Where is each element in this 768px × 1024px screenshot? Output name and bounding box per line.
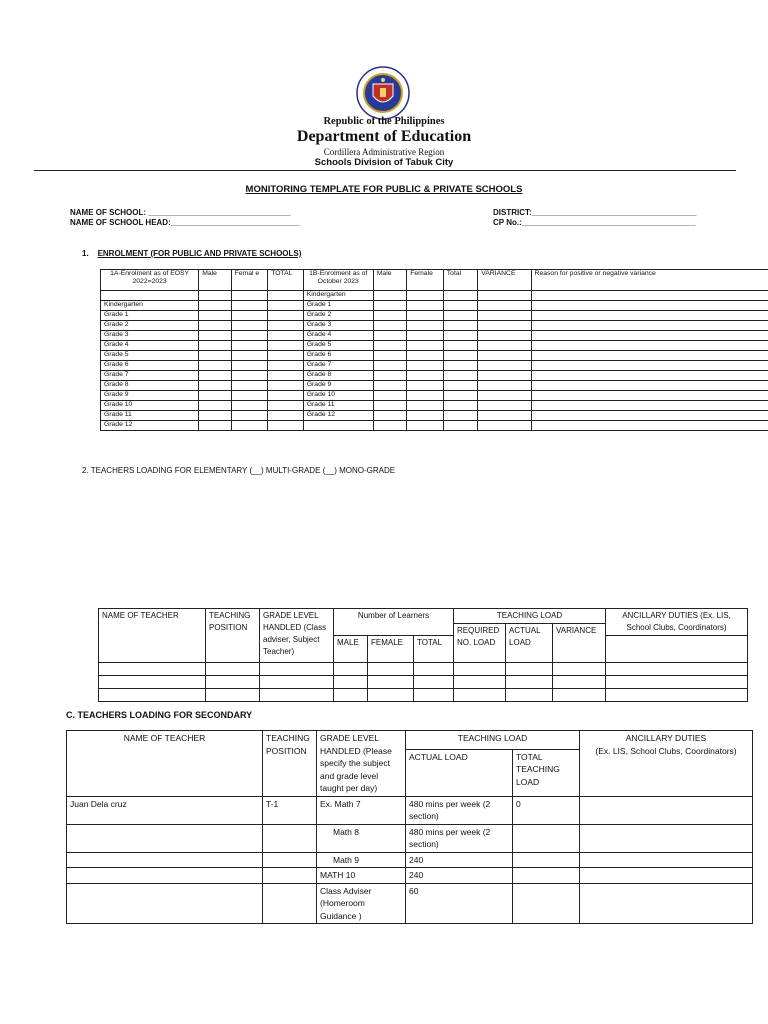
enrolment-input-cell[interactable] <box>373 321 406 331</box>
enrolment-header-cell: Male <box>373 270 406 291</box>
th-number-of-learners: Number of Learners <box>334 609 454 636</box>
secondary-grade-cell[interactable]: MATH 10 <box>317 868 406 884</box>
enrolment-input-cell[interactable] <box>478 291 531 301</box>
enrolment-input-cell[interactable] <box>268 341 304 351</box>
enrolment-input-cell[interactable] <box>443 361 477 371</box>
secondary-grade-cell[interactable]: Class Adviser (Homeroom Guidance ) <box>317 883 406 924</box>
th-sec-teaching-position: TEACHING POSITION <box>263 731 317 797</box>
th-teaching-load: TEACHING LOAD <box>454 609 606 624</box>
enrolment-input-cell[interactable] <box>531 411 768 421</box>
enrolment-input-cell[interactable] <box>531 301 768 311</box>
section2-title: 2. TEACHERS LOADING FOR ELEMENTARY (__) MULTI-GRADE (__) MONO-GRADE <box>82 466 396 475</box>
form-title: MONITORING TEMPLATE FOR PUBLIC & PRIVATE SCHOOLS <box>245 184 523 195</box>
elementary-teacher-row <box>99 663 748 676</box>
enrolment-input-cell[interactable] <box>407 321 444 331</box>
enrolment-input-cell[interactable] <box>531 391 768 401</box>
enrolment-input-cell[interactable] <box>443 291 477 301</box>
secondary-ancillary-cell[interactable] <box>580 852 753 868</box>
grade-label-b: Grade 7 <box>303 361 373 371</box>
enrolment-input-cell[interactable] <box>231 321 268 331</box>
elementary-input-cell[interactable] <box>99 689 206 702</box>
grade-label-b: Grade 10 <box>303 391 373 401</box>
elementary-input-cell[interactable] <box>414 676 454 689</box>
enrolment-input-cell[interactable] <box>268 331 304 341</box>
grade-label-a: Grade 8 <box>101 381 199 391</box>
enrolment-input-cell[interactable] <box>478 411 531 421</box>
enrolment-input-cell[interactable] <box>478 301 531 311</box>
secondary-name-cell[interactable] <box>67 868 263 884</box>
enrolment-row <box>101 391 768 401</box>
enrolment-input-cell[interactable] <box>531 311 768 321</box>
elementary-input-cell[interactable] <box>99 663 206 676</box>
elementary-input-cell[interactable] <box>206 663 260 676</box>
enrolment-input-cell[interactable] <box>373 341 406 351</box>
enrolment-row <box>101 341 768 351</box>
th-name-of-teacher: NAME OF TEACHER <box>99 609 206 663</box>
division-label: Schools Division of Tabuk City <box>314 157 454 168</box>
section1-number: 1. <box>82 249 89 258</box>
secondary-loading-table <box>66 730 753 924</box>
section1-title: ENROLMENT (FOR PUBLIC AND PRIVATE SCHOOLS) <box>97 249 302 258</box>
elementary-input-cell[interactable] <box>260 676 334 689</box>
district-field[interactable]: DISTRICT:_____________________________________ <box>493 208 697 217</box>
enrolment-input-cell[interactable] <box>531 351 768 361</box>
enrolment-input-cell[interactable] <box>407 381 444 391</box>
enrolment-input-cell[interactable] <box>478 341 531 351</box>
grade-label-a: Grade 6 <box>101 361 199 371</box>
secondary-position-cell[interactable] <box>263 852 317 868</box>
enrolment-input-cell[interactable] <box>231 301 268 311</box>
enrolment-input-cell[interactable] <box>231 381 268 391</box>
enrolment-input-cell[interactable] <box>373 361 406 371</box>
elementary-input-cell[interactable] <box>368 676 414 689</box>
enrolment-table <box>100 269 768 431</box>
enrolment-input-cell[interactable] <box>231 411 268 421</box>
enrolment-input-cell[interactable] <box>199 371 231 381</box>
elementary-input-cell[interactable] <box>260 663 334 676</box>
th-sec-grade-level: GRADE LEVEL HANDLED (Please specify the subject and grade level taught per day) <box>317 731 406 797</box>
elementary-teacher-row <box>99 676 748 689</box>
enrolment-row <box>101 421 768 431</box>
secondary-ancillary-cell[interactable] <box>580 883 753 924</box>
enrolment-input-cell[interactable] <box>373 311 406 321</box>
enrolment-input-cell[interactable] <box>199 321 231 331</box>
enrolment-input-cell[interactable] <box>407 391 444 401</box>
secondary-teacher-row <box>67 868 753 884</box>
school-name-field[interactable]: NAME OF SCHOOL: ________________________________ <box>70 208 291 217</box>
th-sec-total-load: TOTAL TEACHING LOAD <box>513 749 580 796</box>
cp-no-field[interactable]: CP No.:_______________________________________ <box>493 218 696 227</box>
enrolment-row <box>101 331 768 341</box>
th-female: FEMALE <box>368 636 414 663</box>
grade-label-a: Grade 3 <box>101 331 199 341</box>
secondary-name-cell[interactable] <box>67 883 263 924</box>
enrolment-input-cell[interactable] <box>443 321 477 331</box>
enrolment-input-cell[interactable] <box>373 381 406 391</box>
grade-label-b: Grade 6 <box>303 351 373 361</box>
enrolment-input-cell[interactable] <box>199 421 231 431</box>
secondary-total-cell[interactable]: 0 <box>513 796 580 824</box>
enrolment-input-cell[interactable] <box>268 411 304 421</box>
enrolment-input-cell[interactable] <box>268 421 304 431</box>
enrolment-input-cell[interactable] <box>268 291 304 301</box>
secondary-teacher-row <box>67 824 753 852</box>
enrolment-input-cell[interactable] <box>268 311 304 321</box>
secondary-teacher-row <box>67 852 753 868</box>
enrolment-input-cell[interactable] <box>199 381 231 391</box>
enrolment-input-cell[interactable] <box>443 401 477 411</box>
enrolment-input-cell[interactable] <box>373 371 406 381</box>
enrolment-input-cell[interactable] <box>407 331 444 341</box>
grade-label-b: Grade 9 <box>303 381 373 391</box>
th-total: TOTAL <box>414 636 454 663</box>
enrolment-input-cell[interactable] <box>443 331 477 341</box>
elementary-input-cell[interactable] <box>553 689 606 702</box>
enrolment-input-cell[interactable] <box>478 401 531 411</box>
grade-label-a: Grade 4 <box>101 341 199 351</box>
enrolment-row <box>101 371 768 381</box>
elementary-loading-table <box>98 608 748 702</box>
enrolment-input-cell[interactable] <box>443 301 477 311</box>
enrolment-input-cell[interactable] <box>407 301 444 311</box>
grade-label-a: Grade 10 <box>101 401 199 411</box>
enrolment-input-cell[interactable] <box>407 311 444 321</box>
enrolment-input-cell[interactable] <box>478 361 531 371</box>
deped-seal-logo <box>356 66 410 120</box>
secondary-teacher-row <box>67 796 753 824</box>
enrolment-header-cell: 1B-Enrolment as of October 2023 <box>303 270 373 291</box>
enrolment-header-cell: Femal e <box>231 270 268 291</box>
enrolment-input-cell[interactable] <box>373 291 406 301</box>
enrolment-input-cell[interactable] <box>268 301 304 311</box>
secondary-teacher-row <box>67 883 753 924</box>
th-teaching-position: TEACHING POSITION <box>206 609 260 663</box>
th-sec-ancillary <box>580 731 753 797</box>
th-required-load: REQUIRED NO. LOAD <box>454 624 506 663</box>
th-actual-load: ACTUAL LOAD <box>506 624 553 663</box>
enrolment-input-cell[interactable] <box>443 411 477 421</box>
elementary-input-cell[interactable] <box>454 689 506 702</box>
enrolment-input-cell[interactable] <box>373 331 406 341</box>
enrolment-header-cell: Male <box>199 270 231 291</box>
secondary-total-cell[interactable] <box>513 883 580 924</box>
grade-label-b <box>303 421 373 431</box>
enrolment-input-cell[interactable] <box>373 401 406 411</box>
enrolment-input-cell[interactable] <box>443 351 477 361</box>
elementary-input-cell[interactable] <box>99 676 206 689</box>
enrolment-input-cell[interactable] <box>199 391 231 401</box>
enrolment-input-cell[interactable] <box>373 351 406 361</box>
header-divider <box>34 170 736 171</box>
grade-label-a: Grade 1 <box>101 311 199 321</box>
enrolment-input-cell[interactable] <box>268 321 304 331</box>
elementary-input-cell[interactable] <box>606 676 748 689</box>
grade-label-b: Grade 11 <box>303 401 373 411</box>
enrolment-row <box>101 351 768 361</box>
enrolment-input-cell[interactable] <box>478 371 531 381</box>
enrolment-input-cell[interactable] <box>407 341 444 351</box>
enrolment-input-cell[interactable] <box>373 411 406 421</box>
grade-label-b: Kindergarten <box>303 291 373 301</box>
grade-label-a: Grade 5 <box>101 351 199 361</box>
enrolment-input-cell[interactable] <box>407 371 444 381</box>
enrolment-input-cell[interactable] <box>407 421 444 431</box>
elementary-input-cell[interactable] <box>414 689 454 702</box>
elementary-input-cell[interactable] <box>454 663 506 676</box>
secondary-total-cell[interactable] <box>513 852 580 868</box>
elementary-input-cell[interactable] <box>553 663 606 676</box>
secondary-ancillary-cell[interactable] <box>580 796 753 824</box>
secondary-ancillary-cell[interactable] <box>580 868 753 884</box>
enrolment-input-cell[interactable] <box>231 351 268 361</box>
school-head-field[interactable]: NAME OF SCHOOL HEAD:_____________________________ <box>70 218 300 227</box>
department-title: Department of Education <box>296 128 472 145</box>
section3-title: C. TEACHERS LOADING FOR SECONDARY <box>66 710 253 720</box>
grade-label-b: Grade 8 <box>303 371 373 381</box>
enrolment-input-cell[interactable] <box>531 381 768 391</box>
th-sec-name-of-teacher: NAME OF TEACHER <box>67 731 263 797</box>
grade-label-a: Kindergarten <box>101 301 199 311</box>
enrolment-input-cell[interactable] <box>531 341 768 351</box>
th-variance: VARIANCE <box>553 624 606 663</box>
enrolment-input-cell[interactable] <box>531 321 768 331</box>
enrolment-input-cell[interactable] <box>268 391 304 401</box>
elementary-input-cell[interactable] <box>506 676 553 689</box>
enrolment-input-cell[interactable] <box>199 291 231 301</box>
enrolment-input-cell[interactable] <box>268 351 304 361</box>
enrolment-input-cell[interactable] <box>407 361 444 371</box>
th-male: MALE <box>334 636 368 663</box>
enrolment-input-cell[interactable] <box>407 411 444 421</box>
secondary-position-cell[interactable] <box>263 868 317 884</box>
elementary-input-cell[interactable] <box>368 663 414 676</box>
enrolment-input-cell[interactable] <box>199 331 231 341</box>
section1-heading <box>82 249 301 258</box>
secondary-position-cell[interactable] <box>263 824 317 852</box>
enrolment-header-cell: TOTAL <box>268 270 304 291</box>
grade-label-a <box>101 291 199 301</box>
elementary-input-cell[interactable] <box>206 676 260 689</box>
enrolment-input-cell[interactable] <box>478 381 531 391</box>
secondary-grade-cell[interactable]: Math 9 <box>317 852 406 868</box>
enrolment-input-cell[interactable] <box>478 351 531 361</box>
enrolment-input-cell[interactable] <box>231 371 268 381</box>
grade-label-a: Grade 12 <box>101 421 199 431</box>
enrolment-input-cell[interactable] <box>373 301 406 311</box>
enrolment-input-cell[interactable] <box>199 361 231 371</box>
secondary-actual-cell[interactable]: 240 <box>406 852 513 868</box>
th-grade-level: GRADE LEVEL HANDLED (Class adviser, Subject Teacher) <box>260 609 334 663</box>
enrolment-input-cell[interactable] <box>199 401 231 411</box>
grade-label-b: Grade 5 <box>303 341 373 351</box>
region-label: Cordillera Administrative Region <box>323 147 445 157</box>
enrolment-input-cell[interactable] <box>199 341 231 351</box>
enrolment-input-cell[interactable] <box>373 421 406 431</box>
enrolment-row <box>101 291 768 301</box>
enrolment-input-cell[interactable] <box>231 341 268 351</box>
enrolment-input-cell[interactable] <box>531 371 768 381</box>
enrolment-input-cell[interactable] <box>478 321 531 331</box>
enrolment-input-cell[interactable] <box>443 381 477 391</box>
enrolment-input-cell[interactable] <box>268 371 304 381</box>
elementary-input-cell[interactable] <box>553 676 606 689</box>
enrolment-input-cell[interactable] <box>443 341 477 351</box>
enrolment-input-cell[interactable] <box>231 361 268 371</box>
elementary-input-cell[interactable] <box>334 689 368 702</box>
grade-label-b: Grade 3 <box>303 321 373 331</box>
enrolment-row <box>101 321 768 331</box>
enrolment-header-cell: Female <box>407 270 444 291</box>
enrolment-input-cell[interactable] <box>531 331 768 341</box>
enrolment-input-cell[interactable] <box>443 371 477 381</box>
elementary-input-cell[interactable] <box>334 663 368 676</box>
th-sec-actual-load: ACTUAL LOAD <box>406 749 513 796</box>
enrolment-input-cell[interactable] <box>478 391 531 401</box>
secondary-grade-cell[interactable]: Math 8 <box>317 824 406 852</box>
enrolment-input-cell[interactable] <box>443 391 477 401</box>
enrolment-header-cell: Reason for positive or negative variance <box>531 270 768 291</box>
elementary-input-cell[interactable] <box>206 689 260 702</box>
enrolment-input-cell[interactable] <box>231 401 268 411</box>
secondary-actual-cell[interactable]: 240 <box>406 868 513 884</box>
grade-label-b: Grade 1 <box>303 301 373 311</box>
enrolment-input-cell[interactable] <box>531 291 768 301</box>
republic-label: Republic of the Philippines <box>323 116 445 127</box>
grade-label-a: Grade 11 <box>101 411 199 421</box>
secondary-total-cell[interactable] <box>513 824 580 852</box>
elementary-teacher-row <box>99 689 748 702</box>
secondary-ancillary-cell[interactable] <box>580 824 753 852</box>
secondary-actual-cell[interactable]: 480 mins per week (2 section) <box>406 824 513 852</box>
elementary-input-cell[interactable] <box>606 663 748 676</box>
th-ancillary-duties: ANCILLARY DUTIES (Ex. LIS, School Clubs, Coordinators) <box>606 609 748 636</box>
grade-label-b: Grade 4 <box>303 331 373 341</box>
elementary-input-cell[interactable] <box>606 689 748 702</box>
enrolment-input-cell[interactable] <box>199 301 231 311</box>
elementary-input-cell[interactable] <box>334 676 368 689</box>
secondary-name-cell[interactable]: Juan Dela cruz <box>67 796 263 824</box>
enrolment-row <box>101 411 768 421</box>
enrolment-input-cell[interactable] <box>443 311 477 321</box>
enrolment-header-cell: Total <box>443 270 477 291</box>
enrolment-input-cell[interactable] <box>231 421 268 431</box>
secondary-name-cell[interactable] <box>67 824 263 852</box>
enrolment-row <box>101 311 768 321</box>
elementary-input-cell[interactable] <box>368 689 414 702</box>
grade-label-b: Grade 12 <box>303 411 373 421</box>
th-sec-ancillary-title: ANCILLARY DUTIES <box>625 733 707 743</box>
secondary-position-cell[interactable] <box>263 883 317 924</box>
enrolment-input-cell[interactable] <box>199 311 231 321</box>
enrolment-input-cell[interactable] <box>373 391 406 401</box>
enrolment-input-cell[interactable] <box>478 421 531 431</box>
enrolment-row <box>101 401 768 411</box>
enrolment-input-cell[interactable] <box>199 351 231 361</box>
elementary-input-cell[interactable] <box>260 689 334 702</box>
enrolment-input-cell[interactable] <box>231 331 268 341</box>
enrolment-input-cell[interactable] <box>407 351 444 361</box>
enrolment-input-cell[interactable] <box>531 361 768 371</box>
elementary-input-cell[interactable] <box>506 663 553 676</box>
enrolment-input-cell[interactable] <box>231 291 268 301</box>
secondary-position-cell[interactable]: T-1 <box>263 796 317 824</box>
enrolment-input-cell[interactable] <box>268 361 304 371</box>
enrolment-row <box>101 381 768 391</box>
secondary-total-cell[interactable] <box>513 868 580 884</box>
elementary-input-cell[interactable] <box>414 663 454 676</box>
enrolment-header-cell: 1A-Enrolment as of EOSY 2022=2023 <box>101 270 199 291</box>
enrolment-row <box>101 301 768 311</box>
secondary-actual-cell[interactable]: 60 <box>406 883 513 924</box>
elementary-input-cell[interactable] <box>506 689 553 702</box>
enrolment-input-cell[interactable] <box>531 421 768 431</box>
enrolment-input-cell[interactable] <box>443 421 477 431</box>
enrolment-input-cell[interactable] <box>199 411 231 421</box>
enrolment-input-cell[interactable] <box>407 401 444 411</box>
enrolment-input-cell[interactable] <box>268 381 304 391</box>
th-sec-teaching-load: TEACHING LOAD <box>406 731 580 750</box>
secondary-grade-cell[interactable]: Ex. Math 7 <box>317 796 406 824</box>
secondary-actual-cell[interactable]: 480 mins per week (2 section) <box>406 796 513 824</box>
enrolment-input-cell[interactable] <box>231 311 268 321</box>
th-sec-ancillary-examples: (Ex. LIS, School Clubs, Coordinators) <box>595 745 737 756</box>
enrolment-input-cell[interactable] <box>268 401 304 411</box>
grade-label-a: Grade 7 <box>101 371 199 381</box>
ancillary-blank-cell <box>606 636 748 663</box>
enrolment-input-cell[interactable] <box>231 391 268 401</box>
enrolment-input-cell[interactable] <box>531 401 768 411</box>
enrolment-input-cell[interactable] <box>407 291 444 301</box>
enrolment-input-cell[interactable] <box>478 311 531 321</box>
enrolment-row <box>101 361 768 371</box>
grade-label-b: Grade 2 <box>303 311 373 321</box>
grade-label-a: Grade 2 <box>101 321 199 331</box>
enrolment-input-cell[interactable] <box>478 331 531 341</box>
secondary-name-cell[interactable] <box>67 852 263 868</box>
enrolment-header-cell: VARIANCE <box>478 270 531 291</box>
grade-label-a: Grade 9 <box>101 391 199 401</box>
elementary-input-cell[interactable] <box>454 676 506 689</box>
